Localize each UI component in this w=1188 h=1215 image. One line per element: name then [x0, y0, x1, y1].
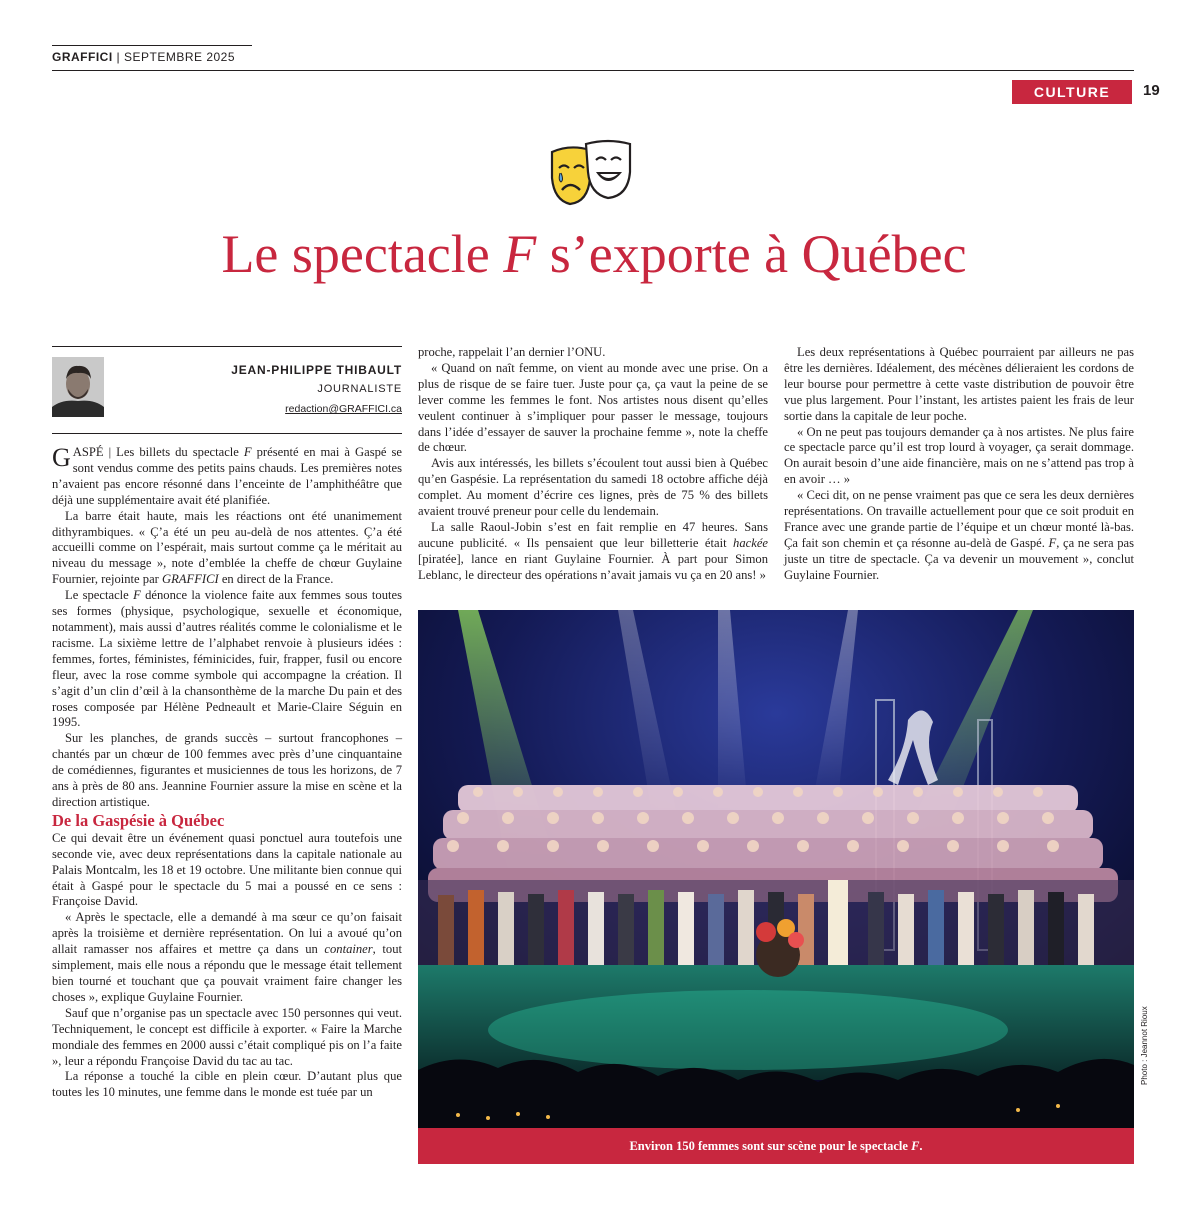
headline: [0, 222, 1188, 286]
author-role: JOURNALISTE: [317, 383, 402, 395]
paragraph-text: ASPÉ | Les billets du spectacle: [72, 445, 244, 459]
paragraph-text: présenté en mai à Gaspé se sont vendus comme des petits pains chauds. Les premières notes n’avaient pas encore résonné dans l’enceinte de l’amphithéâtre que déjà une supplémentaire avait été planifiée.: [52, 445, 402, 507]
drop-cap: G: [52, 443, 71, 472]
headline-text-b: s’exporte à Québec: [536, 224, 967, 284]
article-column-1: [52, 445, 402, 1101]
paragraph: « On ne peut pas toujours demander ça à nos artistes. Ne plus faire ce spectacle parce qu’il est trop lourd à voyager, ça serait dommage. On aurait besoin d’une aide financière, mais on ne s’attend pas trop à en avoir … »: [784, 424, 1134, 487]
masthead: [52, 50, 235, 64]
paragraph-italic: F: [133, 588, 141, 603]
paragraph-text: Le spectacle: [65, 588, 134, 603]
article-column-2: [418, 345, 768, 584]
paragraph: Avis aux intéressés, les billets s’écoulent tout aussi bien à Québec qu’en Gaspésie. La représentation du samedi 18 octobre affiche déjà complet. Au moment d’écrire ces lignes, près de 75 % des billets avaient trouvé preneur pour celle du lendemain.: [418, 456, 768, 519]
paragraph-italic: hackée: [733, 535, 768, 550]
subheading: De la Gaspésie à Québec: [52, 810, 225, 830]
paragraph-text: La salle Raoul-Jobin s’est en fait remplie en 47 heures. Sans aucune publicité. « Ils pensaient que leur billetterie était: [418, 519, 768, 550]
paragraph: « Quand on naît femme, on vient au monde avec une prise. On a plus de risque de se faire tuer. Juste pour ça, ça vaut la peine de se lever comme les femmes le font. Nos artistes nous disent qu’elles veulent continuer à s’impliquer pour passer le message, toujours dans l’idée d’essayer de sauver la prochaine femme », note la cheffe de chœur.: [418, 360, 768, 455]
paragraph: Ce qui devait être un événement quasi ponctuel aura toutefois une seconde vie, avec deux représentations dans la capitale nationale au Palais Montcalm, les 18 et 19 octobre. Une militante bien connue qui était à Gaspé pour le spectacle du 5 mai a poussé en ce sens : Françoise David.: [52, 830, 402, 909]
section-badge: CULTURE: [1012, 80, 1132, 104]
article-column-3: [784, 345, 1134, 584]
paragraph: Sur les planches, de grands succès – surtout francophones – chantés par un chœur de 100 femmes avec près d’une cinquantaine de comédiennes, figurantes et musiciennes de tous les horizons, de 7 ans à près de 80 ans. Jeannine Fournier assure la mise en scène et la direction artistique.: [52, 731, 402, 809]
masthead-separator: |: [116, 50, 121, 64]
photo-caption: [418, 1128, 1134, 1164]
byline-rule-bottom: [52, 433, 402, 434]
paragraph-text: en direct de la France.: [218, 572, 334, 587]
stage-photo: [418, 610, 1134, 1128]
byline-rule-top: [52, 346, 402, 347]
page-number: 19: [1143, 82, 1160, 99]
paragraph: Sauf que n’organise pas un spectacle avec 150 personnes qui veut. Techniquement, le concept est difficile à exporter. « Faire la Marche mondiale des femmes en 2000 aussi c’était compliqué pis on l’a faite », leur a répondu Françoise David du tac au tac.: [52, 1005, 402, 1068]
paragraph: Les deux représentations à Québec pourraient par ailleurs ne pas être les dernières. Idéalement, des mécènes délieraient les cordons de leur bourse pour permettre à cette vaste distribution de pouvoir être vue plus largement. Pour l’instant, les artistes paient les frais de leur sortie dans la capitale de leur poche.: [784, 345, 1134, 423]
photo-credit: Photo : Jeannot Rioux: [1140, 1006, 1149, 1085]
paragraph-italic: F: [1048, 535, 1057, 550]
headline-text-a: Le spectacle: [221, 224, 504, 284]
paragraph: [52, 509, 402, 589]
paragraph: La réponse a touché la cible en plein cœur. D’autant plus que toutes les 10 minutes, une femme dans le monde est tuée par un: [52, 1069, 402, 1100]
paragraph-text: , tout simplement, mais elle nous a répondu que le message était tellement bien tourné et touchant que ça pouvait vraiment faire changer les choses », explique Guylaine Fournier.: [52, 942, 403, 1004]
paragraph-text: « Ceci dit, on ne pense vraiment pas que ce sera les deux dernières représentations. On travaille actuellement pour que ce soit produit en France avec une grande partie de l’équipe et un chœur monté là-bas. Ça fait son chemin et ça résonne au-delà de Gaspé.: [784, 488, 1134, 550]
issue-date: SEPTEMBRE 2025: [123, 50, 236, 64]
publication-name: GRAFFICI: [52, 50, 113, 64]
paragraph: [784, 488, 1134, 583]
paragraph-italic: GRAFFICI: [162, 572, 219, 587]
paragraph-italic: F: [243, 445, 252, 459]
paragraph: [52, 445, 402, 509]
paragraph-text: [piratée], lance en riant Guylaine Fournier. À part pour Simon Leblanc, le directeur des opérations n’avait jamais vu ça en 20 ans! »: [418, 551, 768, 582]
author-email-link[interactable]: redaction@GRAFFICI.ca: [285, 403, 402, 415]
caption-italic: F: [911, 1139, 920, 1153]
headline-text-italic: F: [503, 224, 537, 284]
theater-masks-icon: [548, 138, 634, 210]
author-name: JEAN-PHILIPPE THIBAULT: [231, 363, 402, 377]
paragraph-text: dénonce la violence faite aux femmes sous toutes ses formes (physique, psychologique, sexuelle et économique, notamment), mais aussi d’autres réalités comme le colonialisme et le racisme. La sixième lettre de l’alphabet renvoie à plusieurs idées : femmes, fortes, féministes, féminicides, fuir, frapper, fusil ou encore fleur, avec la rose comme symbole qui accompagne la création. Il s’agit d’un clin d’œil à la chansonthème de la marche Du pain et des roses composée par Hélène Pedneault et Marie-Claire Séguin en 1995.: [52, 588, 402, 730]
paragraph-italic: container: [324, 942, 373, 957]
paragraph: [52, 910, 402, 1005]
caption-text: Environ 150 femmes sont sur scène pour le spectacle: [629, 1139, 912, 1153]
paragraph: [418, 520, 768, 584]
paragraph: proche, rappelait l’an dernier l’ONU.: [418, 345, 606, 359]
header-rule: [52, 70, 1134, 71]
paragraph-text: La barre était haute, mais les réactions ont été unanimement dithyrambiques. « Ç’a été un peu au-delà de nos attentes. Ç’a été accueilli comme on l’espérait, mais surtout comme ça le méritait au niveau du message », note d’emblée la cheffe de chœur Guylaine Fournier, rejointe par: [52, 508, 402, 587]
paragraph: [52, 588, 402, 731]
paragraph-text: « Après le spectacle, elle a demandé à ma sœur ce qu’on faisait après la troisième et dernière représentation. On lui a avoué qu’on allait ramasser nos affaires et mettre ça dans un: [52, 910, 402, 957]
paragraph-text: , ça ne sera pas juste un titre de spectacle. Ça va devenir un mouvement », conclut Guylaine Fournier.: [784, 535, 1134, 582]
caption-text: .: [919, 1139, 923, 1153]
author-photo: [52, 357, 104, 417]
masthead-rule-short: [52, 45, 252, 46]
